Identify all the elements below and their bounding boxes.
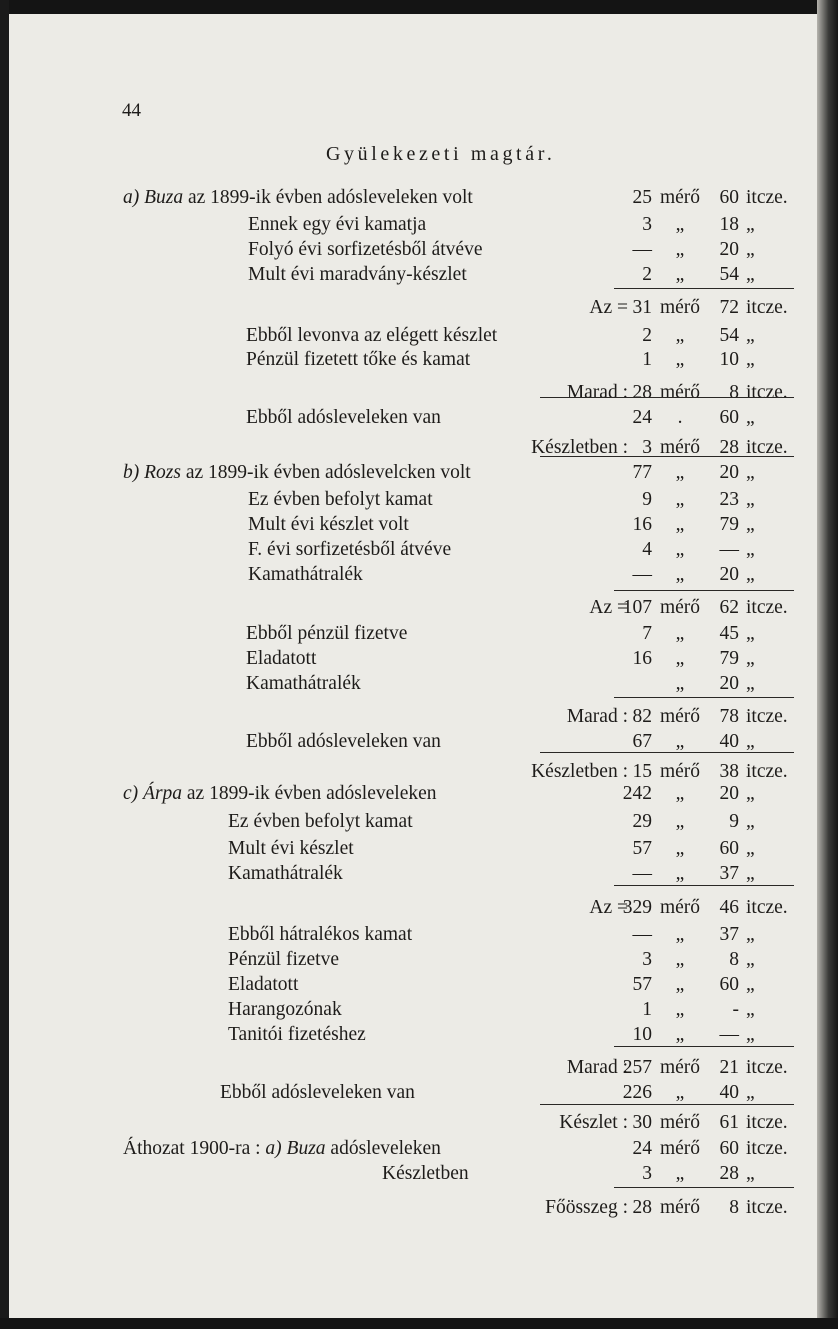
amount-merő: 15 <box>632 761 652 782</box>
entry-text: Készletben <box>382 1163 469 1184</box>
amount-itcze: 60 <box>719 187 739 208</box>
entry-text: Folyó évi sorfizetésből átvéve <box>248 239 483 260</box>
amount-itcze: 79 <box>719 514 739 535</box>
unit-itcze: „ <box>746 239 755 260</box>
unit-merő: „ <box>675 1024 685 1045</box>
grain-name: Rozs <box>139 462 181 483</box>
unit-merő: „ <box>675 974 685 995</box>
amount-merő: 9 <box>642 489 652 510</box>
total-label: Az = <box>589 897 628 918</box>
amount-itcze: 45 <box>719 623 739 644</box>
unit-merő: „ <box>675 564 685 585</box>
sum-rule <box>540 752 794 753</box>
unit-itcze: „ <box>746 214 755 235</box>
unit-merő: „ <box>675 264 685 285</box>
amount-merő: 3 <box>642 437 652 458</box>
amount-itcze: 20 <box>719 783 739 804</box>
unit-itcze: „ <box>746 924 755 945</box>
unit-merő: „ <box>675 673 685 694</box>
unit-merő: „ <box>675 924 685 945</box>
total-label: Az = <box>589 597 628 618</box>
ledger-entry-heading <box>123 782 437 806</box>
entry-text: Ebből pénzül fizetve <box>246 623 408 644</box>
unit-itcze: „ <box>746 514 755 535</box>
amount-merő: 7 <box>642 623 652 644</box>
unit-merő: „ <box>675 214 685 235</box>
unit-itcze: itcze. <box>746 897 788 918</box>
entry-prefix: a) <box>123 187 140 208</box>
sum-rule <box>540 397 794 398</box>
total-label: Az = <box>589 297 628 318</box>
unit-merő: mérő <box>659 706 701 727</box>
total-label: Készlet : <box>559 1112 628 1133</box>
amount-itcze: 61 <box>719 1112 739 1133</box>
amount-itcze: 79 <box>719 648 739 669</box>
sum-rule <box>614 1046 794 1047</box>
unit-itcze: itcze. <box>746 1112 788 1133</box>
unit-itcze: itcze. <box>746 761 788 782</box>
amount-merő: 77 <box>632 462 652 483</box>
entry-text: Ebből hátralékos kamat <box>228 924 413 945</box>
amount-merő: 29 <box>632 811 652 832</box>
unit-merő: „ <box>675 783 685 804</box>
entry-text: az 1899-ik évben adósleveleken volt <box>183 187 473 208</box>
entry-text: Kamathátralék <box>228 863 343 884</box>
amount-itcze: 40 <box>719 731 739 752</box>
entry-text: Pénzül fizetett tőke és kamat <box>246 349 471 370</box>
amount-itcze: 37 <box>719 924 739 945</box>
entry-text: Ez évben befolyt kamat <box>248 489 433 510</box>
sum-rule <box>614 288 794 289</box>
scan-border-left <box>0 0 9 1329</box>
amount-itcze: 60 <box>719 838 739 859</box>
ledger-entry-heading <box>123 186 473 210</box>
unit-itcze: „ <box>746 325 755 346</box>
unit-itcze: „ <box>746 1024 755 1045</box>
amount-itcze: — <box>719 1024 739 1045</box>
amount-merő: 16 <box>632 648 652 669</box>
amount-merő: 25 <box>632 187 652 208</box>
amount-merő: 257 <box>622 1057 652 1078</box>
entry-text: az 1899-ik évben adóslevelcken volt <box>180 462 471 483</box>
amount-itcze: 21 <box>719 1057 739 1078</box>
unit-itcze: „ <box>746 539 755 560</box>
total-label: Marad : <box>566 382 628 403</box>
page-title: Gyülekezeti magtár. <box>326 143 556 165</box>
entry-text: Eladatott <box>246 648 317 669</box>
unit-merő: mérő <box>659 897 701 918</box>
amount-merő: 4 <box>642 539 652 560</box>
unit-itcze: itcze. <box>746 706 788 727</box>
unit-itcze: itcze. <box>746 1197 788 1218</box>
amount-merő: — <box>632 863 652 884</box>
amount-itcze: 60 <box>719 407 739 428</box>
amount-itcze: 20 <box>719 239 739 260</box>
scan-border-right <box>817 0 838 1329</box>
unit-itcze: itcze. <box>746 597 788 618</box>
entry-prefix: b) <box>123 462 140 483</box>
amount-itcze: 20 <box>719 673 739 694</box>
entry-text: Tanitói fizetéshez <box>228 1024 366 1045</box>
amount-itcze: 28 <box>719 1163 739 1184</box>
total-label: Készletben : <box>531 437 628 458</box>
unit-itcze: „ <box>746 564 755 585</box>
amount-merő: 24 <box>632 407 652 428</box>
unit-merő: mérő <box>659 187 701 208</box>
total-label: Főösszeg : <box>545 1197 628 1218</box>
unit-itcze: „ <box>746 783 755 804</box>
amount-itcze: 72 <box>719 297 739 318</box>
amount-itcze: 60 <box>719 1138 739 1159</box>
amount-merő: 226 <box>622 1082 652 1103</box>
amount-merő: — <box>632 924 652 945</box>
entry-text: Ebből adósleveleken van <box>246 731 441 752</box>
unit-merő: „ <box>675 838 685 859</box>
amount-merő: 1 <box>642 349 652 370</box>
amount-itcze: 62 <box>719 597 739 618</box>
entry-text: az 1899-ik évben adósleveleken <box>182 783 437 804</box>
amount-itcze: 8 <box>729 382 739 403</box>
unit-itcze: „ <box>746 349 755 370</box>
ledger-entry-heading <box>123 1137 441 1161</box>
grain-name: a) Buza <box>260 1138 326 1159</box>
amount-merő: 1 <box>642 999 652 1020</box>
entry-text: Harangozónak <box>228 999 342 1020</box>
entry-text: Ebből adósleveleken van <box>246 407 441 428</box>
unit-itcze: „ <box>746 974 755 995</box>
unit-merő: „ <box>675 1082 685 1103</box>
unit-merő: „ <box>675 811 685 832</box>
unit-itcze: „ <box>746 811 755 832</box>
amount-merő: 57 <box>632 838 652 859</box>
entry-text: Eladatott <box>228 974 299 995</box>
unit-merő: mérő <box>659 1057 701 1078</box>
unit-itcze: itcze. <box>746 437 788 458</box>
unit-itcze: „ <box>746 407 755 428</box>
amount-merő: 10 <box>632 1024 652 1045</box>
amount-itcze: 38 <box>719 761 739 782</box>
amount-merő: 57 <box>632 974 652 995</box>
total-label: Készletben : <box>531 761 628 782</box>
unit-merő: mérő <box>659 1138 701 1159</box>
entry-text: F. évi sorfizetésből átvéve <box>248 539 452 560</box>
amount-merő: 30 <box>632 1112 652 1133</box>
entry-text: Kamathátralék <box>246 673 361 694</box>
grain-name: Árpa <box>138 783 183 804</box>
amount-merő: 107 <box>622 597 652 618</box>
amount-merő: 31 <box>632 297 652 318</box>
amount-itcze: 9 <box>729 811 739 832</box>
unit-itcze: „ <box>746 489 755 510</box>
unit-merő: mérő <box>659 297 701 318</box>
entry-text: Ebből adósleveleken van <box>220 1082 415 1103</box>
total-label: Marad : <box>566 706 628 727</box>
amount-itcze: 54 <box>719 264 739 285</box>
amount-itcze: 8 <box>729 1197 739 1218</box>
sum-rule <box>614 1187 794 1188</box>
unit-merő: „ <box>675 349 685 370</box>
unit-itcze: „ <box>746 1163 755 1184</box>
sum-rule <box>540 1104 794 1105</box>
scan-border-bottom <box>0 1318 838 1329</box>
amount-itcze: 78 <box>719 706 739 727</box>
ledger-entry-heading <box>123 461 471 485</box>
entry-text: Mult évi maradvány-készlet <box>248 264 467 285</box>
unit-itcze: „ <box>746 999 755 1020</box>
unit-itcze: itcze. <box>746 1138 788 1159</box>
sum-rule <box>614 590 794 591</box>
entry-text: Ez évben befolyt kamat <box>228 811 413 832</box>
amount-merő: 28 <box>632 382 652 403</box>
unit-itcze: itcze. <box>746 187 788 208</box>
unit-itcze: „ <box>746 863 755 884</box>
unit-merő: mérő <box>659 1112 701 1133</box>
entry-text: Ebből levonva az elégett készlet <box>246 325 498 346</box>
amount-itcze: 10 <box>719 349 739 370</box>
amount-itcze: 54 <box>719 325 739 346</box>
unit-merő: mérő <box>659 761 701 782</box>
unit-itcze: „ <box>746 648 755 669</box>
unit-merő: „ <box>675 325 685 346</box>
sum-rule <box>614 885 794 886</box>
amount-itcze: - <box>732 999 739 1020</box>
unit-itcze: itcze. <box>746 297 788 318</box>
entry-prefix: Áthozat 1900-ra : <box>123 1138 261 1159</box>
unit-merő: „ <box>675 514 685 535</box>
amount-merő: — <box>632 564 652 585</box>
scan-border-top <box>0 0 838 14</box>
unit-itcze: „ <box>746 838 755 859</box>
amount-merő: 2 <box>642 264 652 285</box>
unit-merő: „ <box>675 462 685 483</box>
amount-merő: 24 <box>632 1138 652 1159</box>
amount-merő: 329 <box>622 897 652 918</box>
amount-merő: 3 <box>642 1163 652 1184</box>
unit-merő: „ <box>675 648 685 669</box>
unit-itcze: „ <box>746 731 755 752</box>
unit-merő: „ <box>675 731 685 752</box>
unit-merő: „ <box>675 539 685 560</box>
unit-merő: mérő <box>659 1197 701 1218</box>
page-number: 44 <box>122 100 141 121</box>
unit-itcze: „ <box>746 264 755 285</box>
entry-text: adósleveleken <box>325 1138 441 1159</box>
unit-itcze: „ <box>746 673 755 694</box>
amount-merő: — <box>632 239 652 260</box>
unit-itcze: „ <box>746 462 755 483</box>
amount-itcze: 46 <box>719 897 739 918</box>
entry-text: Mult évi készlet volt <box>248 514 409 535</box>
amount-itcze: 60 <box>719 974 739 995</box>
amount-itcze: — <box>719 539 739 560</box>
entry-text: Pénzül fizetve <box>228 949 339 970</box>
unit-merő: „ <box>675 489 685 510</box>
unit-merő: mérő <box>659 597 701 618</box>
amount-merő: 28 <box>632 1197 652 1218</box>
unit-itcze: itcze. <box>746 382 788 403</box>
unit-merő: „ <box>675 863 685 884</box>
sum-rule <box>614 697 794 698</box>
amount-itcze: 20 <box>719 564 739 585</box>
amount-itcze: 40 <box>719 1082 739 1103</box>
amount-itcze: 23 <box>719 489 739 510</box>
amount-merő: 67 <box>632 731 652 752</box>
amount-itcze: 8 <box>729 949 739 970</box>
grain-name: Buza <box>139 187 184 208</box>
sum-rule <box>540 456 794 457</box>
unit-merő: „ <box>675 949 685 970</box>
amount-merő: 2 <box>642 325 652 346</box>
amount-itcze: 37 <box>719 863 739 884</box>
unit-merő: „ <box>675 239 685 260</box>
entry-text: Kamathátralék <box>248 564 363 585</box>
unit-itcze: „ <box>746 1082 755 1103</box>
amount-merő: 3 <box>642 949 652 970</box>
unit-itcze: „ <box>746 623 755 644</box>
unit-merő: „ <box>675 999 685 1020</box>
entry-prefix: c) <box>123 783 139 804</box>
unit-itcze: „ <box>746 949 755 970</box>
amount-itcze: 18 <box>719 214 739 235</box>
entry-text: Ennek egy évi kamatja <box>248 214 427 235</box>
unit-merő: . <box>677 407 683 428</box>
amount-merő: 3 <box>642 214 652 235</box>
amount-merő: 82 <box>632 706 652 727</box>
unit-merő: „ <box>675 623 685 644</box>
total-label: Marad : <box>566 1057 628 1078</box>
amount-merő: 242 <box>622 783 652 804</box>
unit-merő: mérő <box>659 382 701 403</box>
amount-merő: 16 <box>632 514 652 535</box>
amount-itcze: 20 <box>719 462 739 483</box>
unit-merő: „ <box>675 1163 685 1184</box>
amount-itcze: 28 <box>719 437 739 458</box>
unit-merő: mérő <box>659 437 701 458</box>
unit-itcze: itcze. <box>746 1057 788 1078</box>
entry-text: Mult évi készlet <box>228 838 354 859</box>
